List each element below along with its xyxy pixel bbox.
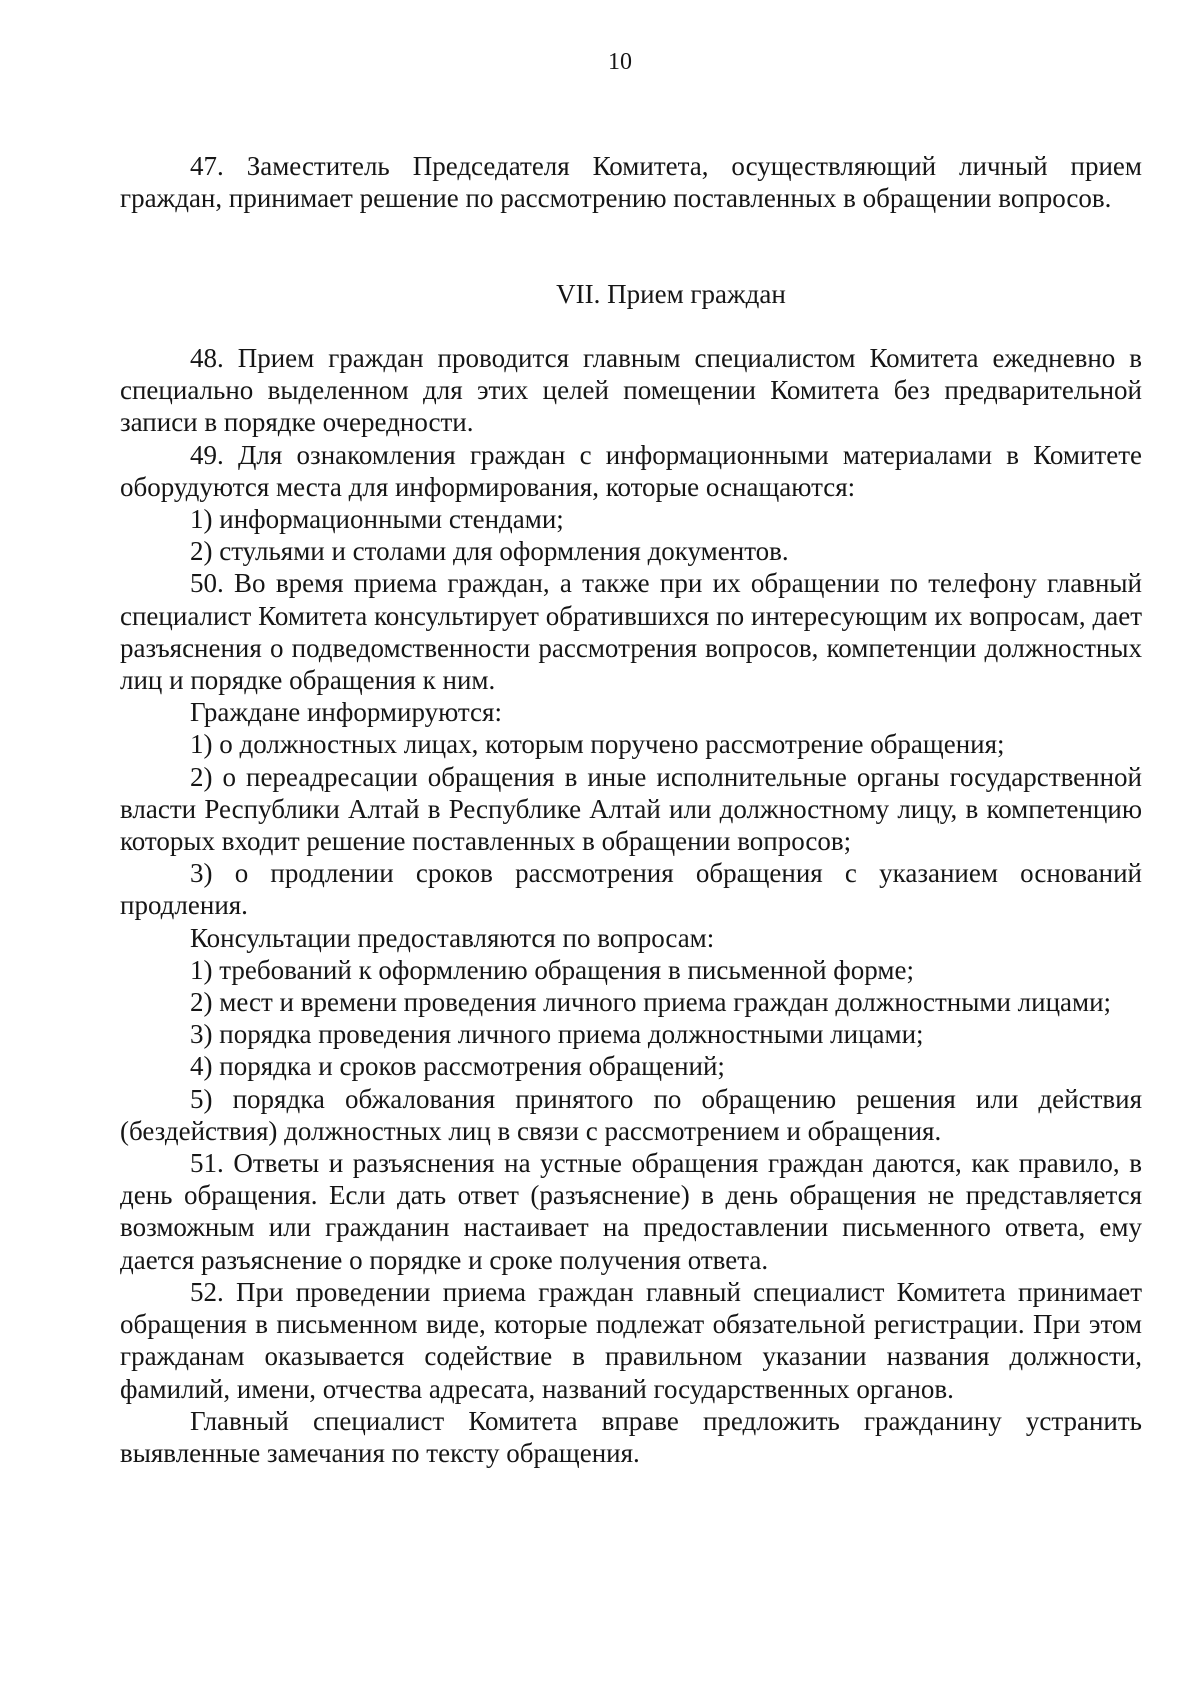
list-intro: Граждане информируются: — [190, 697, 502, 728]
list-item: 3) о продлении сроков рассмотрения обращения с указанием оснований продления. — [120, 858, 1142, 921]
section-heading: VII. Прием граждан — [556, 279, 786, 309]
page-number: 10 — [608, 49, 632, 75]
paragraph-48: 48. Прием граждан проводится главным специалистом Комитета ежедневно в специально выделенном для этих целей помещении Комитета без предварительной записи в порядке очередности. — [120, 343, 1142, 438]
list-item: 4) порядка и сроков рассмотрения обращений; — [190, 1051, 725, 1082]
section-body — [120, 342, 1142, 1469]
list-intro: Консультации предоставляются по вопросам: — [190, 922, 715, 953]
list-item: 2) мест и времени проведения личного приема граждан должностными лицами; — [190, 987, 1112, 1018]
list-item: 2) стульями и столами для оформления документов. — [190, 536, 789, 567]
list-item: 2) о переадресации обращения в иные исполнительные органы государственной власти Республики Алтай в Республике Алтай или должностному лицу, в компетенцию которых входит решение поставленных в обращении вопросов; — [120, 761, 1142, 857]
paragraph-52: 52. При проведении приема граждан главный специалист Комитета принимает обращения в письменном виде, которые подлежат обязательной регистрации. При этом гражданам оказывается содействие в правильном указании названия должности, фамилий, имени, отчества адресата, названий государственных органов. — [120, 1276, 1142, 1404]
list-item: 3) порядка проведения личного приема должностными лицами; — [190, 1019, 924, 1050]
closing-paragraph: Главный специалист Комитета вправе предложить гражданину устранить выявленные замечания по тексту обращения. — [120, 1405, 1142, 1468]
paragraph-47: 47. Заместитель Председателя Комитета, осуществляющий личный прием граждан, принимает решение по рассмотрению поставленных в обращении вопросов. — [120, 151, 1142, 214]
paragraph-49: 49. Для ознакомления граждан с информационными материалами в Комитете оборудуются места для информирования, которые оснащаются: — [120, 439, 1142, 502]
list-item: 1) информационными стендами; — [190, 504, 564, 535]
list-item: 5) порядка обжалования принятого по обращению решения или действия (бездействия) должностных лиц в связи с рассмотрением и обращения. — [120, 1083, 1142, 1146]
list-item: 1) требований к оформлению обращения в письменной форме; — [190, 954, 914, 985]
paragraph-50: 50. Во время приема граждан, а также при их обращении по телефону главный специалист Комитета консультирует обратившихся по интересующим их вопросам, дает разъяснения о подведомственности рассмотрения вопросов, компетенции должностных лиц и порядке обращения к ним. — [120, 568, 1142, 696]
list-item: 1) о должностных лицах, которым поручено рассмотрение обращения; — [190, 729, 1005, 760]
paragraph-51: 51. Ответы и разъяснения на устные обращения граждан даются, как правило, в день обращения. Если дать ответ (разъяснение) в день обращения не представляется возможным или гражданин настаивает на предоставлении письменного ответа, ему дается разъяснение о порядке и сроке получения ответа. — [120, 1148, 1142, 1275]
